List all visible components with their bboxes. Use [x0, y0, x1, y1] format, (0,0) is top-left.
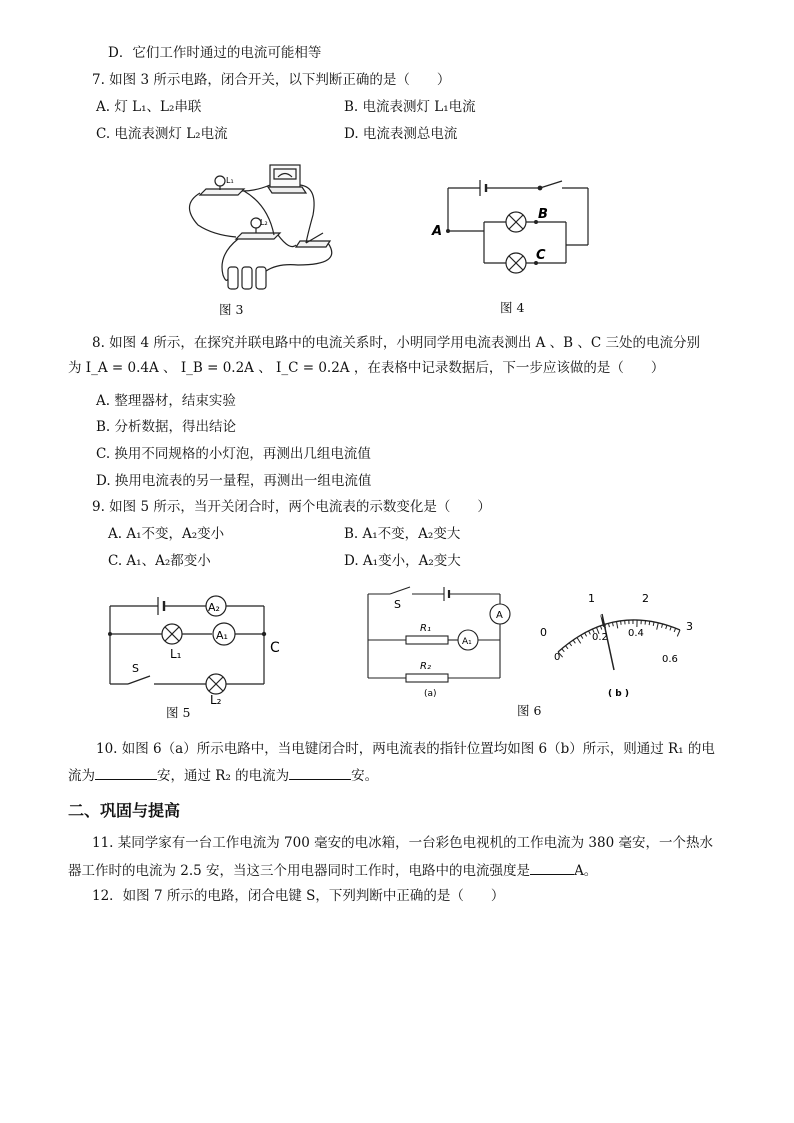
q8-stem-line2: 为 I_A = 0.4A 、 I_B = 0.2A 、 I_C = 0.2A ，在表格中记录数据后，下一步应该做的是（ ）: [68, 360, 665, 376]
q8-option-c: C. 换用不同规格的小灯泡，再测出几组电流值: [96, 446, 371, 462]
fig6b-tick: [666, 625, 667, 629]
q10-stem-line1: 10. 如图 6（a）所示电路中，当电键闭合时，两电流表的指针位置均如图 6（b）所示，则通过 R₁ 的电: [96, 741, 715, 757]
q11-stem-line2: [68, 860, 597, 880]
fig3-label-l2: L₂: [260, 218, 268, 227]
fig6a-sub-caption: (a): [424, 689, 437, 699]
figure-6a-circuit: [360, 584, 520, 699]
figure-5-circuit: [100, 592, 290, 704]
fig6b-scale-bottom-3: 0.6: [662, 654, 678, 665]
fig6b-tick: [653, 622, 654, 626]
figure-4-caption: 图 4: [500, 300, 525, 315]
fig4-label-a: A: [432, 224, 443, 239]
figure-4-circuit: [428, 175, 598, 275]
q10-text-a: 流为: [68, 768, 95, 784]
fig6b-tick: [649, 621, 650, 625]
fig6b-tick: [566, 646, 568, 649]
q7-stem: 7. 如图 3 所示电路，闭合开关，以下判断正确的是（ ）: [92, 72, 451, 88]
fig6b-scale-bottom-2: 0.4: [628, 628, 644, 639]
fig6a-label-r1: R₁: [420, 623, 431, 634]
fig6b-scale-bottom-0: 0: [554, 652, 561, 663]
q8-option-a: A. 整理器材，结束实验: [96, 393, 236, 409]
q9-option-b: B. A₁不变，A₂变大: [344, 526, 461, 542]
fig5-label-a2: A₂: [208, 601, 220, 614]
q6-option-d: D．它们工作时通过的电流可能相等: [108, 45, 322, 61]
fig6a-label-r2: R₂: [420, 661, 431, 672]
q9-option-d: D. A₁变小，A₂变大: [344, 553, 461, 569]
fig6b-tick: [657, 623, 659, 630]
fig6b-tick: [589, 631, 591, 635]
fig6b-scale-top-3: 3: [686, 620, 693, 633]
q8-stem-line1: 8. 如图 4 所示，在探究并联电路中的电流关系时，小明同学用电流表测出 A 、B 、C 三处的电流分别: [92, 335, 701, 351]
fig6b-tick: [573, 640, 575, 643]
q7-option-c: C. 电流表测灯 L₂电流: [96, 126, 228, 142]
q10-text-b: 安，通过 R₂ 的电流为: [157, 768, 290, 784]
q8-option-d: D. 换用电流表的另一量程，再测出一组电流值: [96, 473, 372, 489]
figure-5-caption: 图 5: [166, 705, 191, 720]
fig5-label-c: C: [270, 640, 280, 656]
q9-option-c: C. A₁、A₂都变小: [108, 553, 211, 569]
fig6b-tick: [621, 621, 622, 625]
q9-option-a: A. A₁不变，A₂变小: [108, 526, 225, 542]
q7-option-d: D. 电流表测总电流: [344, 126, 458, 142]
fig6b-tick: [585, 633, 587, 637]
fig6b-tick: [670, 627, 671, 631]
fig6b-tick: [612, 622, 613, 626]
fig6b-scale-top-2: 2: [642, 592, 649, 605]
section-2-title: 二、巩固与提高: [68, 801, 181, 820]
fig6b-tick: [600, 626, 601, 630]
q7-option-b: B. 电流表测灯 L₁电流: [344, 99, 476, 115]
fig6b-scale-bottom-1: 0.2: [592, 632, 608, 643]
fig3-label-l1: L₁: [226, 176, 234, 185]
q10-blank-r1-current[interactable]: [95, 765, 157, 780]
q11-blank-total-current[interactable]: [530, 860, 574, 875]
fig5-label-a1: A₁: [216, 629, 228, 642]
fig6b-tick: [677, 630, 680, 636]
fig6a-label-a1: A₁: [462, 637, 472, 647]
fig6b-tick: [617, 622, 618, 629]
figure-3-caption: 图 3: [219, 302, 244, 317]
q9-stem: 9. 如图 5 所示，当开关闭合时，两个电流表的示数变化是（ ）: [92, 499, 491, 515]
fig4-label-b: B: [538, 207, 548, 222]
q12-stem: 12．如图 7 所示的电路，闭合电键 S，下列判断中正确的是（ ）: [92, 888, 505, 904]
fig6b-tick: [562, 649, 565, 652]
q10-text-c: 安。: [351, 768, 379, 784]
q11-stem-line1: 11. 某同学家有一台工作电流为 700 毫安的电冰箱，一台彩色电视机的工作电流为 380 毫安，一个热水: [92, 835, 713, 851]
q7-option-a: A. 灯 L₁、L₂串联: [96, 99, 202, 115]
fig5-label-l2: L₂: [210, 693, 222, 704]
fig6b-tick: [662, 624, 663, 628]
fig6b-tick: [608, 623, 609, 627]
fig6b-scale-top-0: 0: [540, 626, 547, 639]
fig6a-label-a: A: [496, 610, 503, 621]
figure-3-circuit: [178, 155, 338, 295]
fig6b-tick: [569, 643, 571, 646]
q8-option-b: B. 分析数据，得出结论: [96, 419, 237, 435]
fig6a-label-s: S: [394, 598, 401, 611]
fig4-label-c: C: [536, 248, 546, 263]
fig6b-tick: [581, 635, 583, 638]
fig5-label-l1: L₁: [170, 647, 182, 661]
fig6b-tick: [577, 638, 581, 644]
fig6b-sub-caption: ( b ): [608, 689, 629, 699]
fig6b-tick: [674, 628, 675, 632]
q11-text-b: A。: [574, 863, 598, 879]
fig5-label-s: S: [132, 662, 139, 675]
q10-stem-line2: [68, 765, 378, 785]
fig6b-scale-top-1: 1: [588, 592, 595, 605]
q10-blank-r2-current[interactable]: [289, 765, 351, 780]
figure-6b-ammeter-dial: [534, 590, 714, 700]
figure-6-caption: 图 6: [517, 703, 542, 718]
q11-text-a: 器工作时的电流为 2.5 安，当这三个用电器同时工作时，电路中的电流强度是: [68, 863, 531, 879]
